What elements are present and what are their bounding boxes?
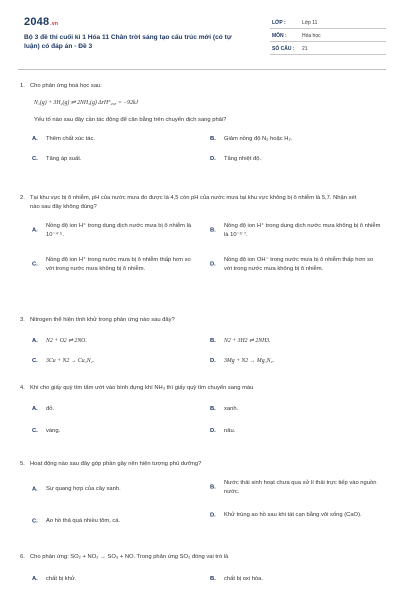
option-c[interactable] [32, 155, 207, 164]
option-letter: C. [32, 358, 38, 364]
question-stem: Nitrogen thể hiện tính khử trong phản ứng nào sau đây? [30, 317, 175, 323]
options [20, 335, 386, 371]
question-prompt: Yếu tố nào sau đây cần tác động để cân bằng trên chuyển dịch sang phải? [34, 117, 227, 123]
meta-value: Hóa học [302, 33, 321, 39]
question-1 [20, 82, 386, 171]
option-b[interactable] [210, 405, 385, 414]
option-text: Sự quang hợp của cây xanh. [46, 486, 121, 492]
site-logo[interactable] [24, 16, 58, 28]
logo-text: 2048 [24, 16, 50, 28]
question-text [20, 460, 386, 469]
meta-row-count [270, 42, 386, 55]
option-a[interactable] [32, 405, 207, 414]
header-divider [18, 69, 386, 70]
question-number: 4. [20, 385, 25, 391]
options [20, 222, 386, 306]
question-stem: Khi cho giấy quỳ tím tẩm ướt vào bình đựng khí NH₃ thì giấy quỳ tím chuyển sang màu [30, 385, 254, 391]
question-2 [20, 194, 386, 306]
meta-key: LỚP : [272, 20, 286, 26]
option-text: Giảm nồng độ N₂ hoặc H₂. [224, 136, 293, 142]
option-letter: C. [32, 518, 38, 524]
options [20, 135, 386, 171]
option-text: Nồng độ ion H⁺ trong nước mưa bị ô nhiễm thấp hơn so với trong nước mưa không bị ô nhiễm. [46, 257, 191, 272]
option-text: chất bị oxi hóa. [224, 576, 263, 582]
page-title: Bộ 3 đề thi cuối kì 1 Hóa 11 Chân trời sáng tạo cấu trúc mới (có tự luận) có đáp án - Đề 3 [24, 34, 232, 50]
option-d[interactable] [210, 155, 385, 164]
option-a[interactable] [32, 222, 200, 240]
option-d[interactable] [210, 256, 382, 274]
option-b[interactable] [210, 337, 385, 346]
option-letter: A. [32, 576, 38, 582]
option-letter: B. [210, 227, 216, 234]
option-c[interactable] [32, 427, 207, 436]
option-letter: B. [210, 136, 216, 142]
option-d[interactable] [210, 357, 385, 366]
meta-table [270, 16, 386, 55]
question-text [20, 316, 386, 325]
option-b[interactable] [210, 479, 382, 497]
option-d[interactable] [210, 427, 385, 436]
options [20, 575, 386, 589]
option-letter: D. [210, 428, 216, 434]
question-number: 2. [20, 195, 25, 201]
option-letter: A. [32, 406, 38, 412]
option-c[interactable] [32, 357, 207, 366]
option-letter: D. [210, 358, 216, 364]
option-a[interactable] [32, 337, 207, 346]
logo-suffix: .vn [50, 21, 59, 27]
question-number: 3. [20, 317, 25, 323]
option-text: Tăng áp suất. [46, 156, 82, 162]
option-d[interactable] [210, 511, 382, 520]
meta-value: Lớp 11 [302, 20, 318, 26]
option-text: xanh. [224, 406, 239, 412]
meta-value: 21 [302, 46, 308, 52]
option-b[interactable] [210, 135, 385, 144]
option-a[interactable] [32, 575, 207, 584]
option-letter: A. [32, 136, 38, 142]
question-number: 5. [20, 461, 25, 467]
option-a[interactable] [32, 485, 200, 494]
option-text: N2 + O2 ⇌ 2NO. [46, 338, 87, 344]
option-letter: B. [210, 406, 216, 412]
option-letter: C. [32, 261, 38, 268]
question-6 [20, 553, 386, 589]
option-text: chất bị khử. [46, 576, 77, 582]
meta-row-subject [270, 29, 386, 42]
option-text: Thêm chất xúc tác. [46, 136, 95, 142]
equation-text: N₂(g) + 3H₂(g) ⇌ 2NH₃(g) ΔrH°₂₉₈ = −92kJ [34, 100, 139, 106]
option-letter: C. [32, 156, 38, 162]
option-text: Nồng độ ion H⁺ trong dung dịch nước mưa bị ô nhiễm là 10⁻⁴˙⁵. [46, 223, 192, 238]
option-letter: B. [210, 484, 216, 491]
option-text: 3Mg + N2 → Mg₃N₂. [224, 358, 274, 364]
meta-key: SỐ CÂU : [272, 46, 295, 52]
option-letter: A. [32, 486, 38, 492]
option-letter: D. [210, 261, 216, 268]
question-stem: Cho phản ứng: SO₂ + NO₂ → SO₃ + NO. Trong phản ứng SO₂ đóng vai trò là [30, 554, 229, 560]
options [20, 405, 386, 441]
question-stem: Hoạt động nào sau đây góp phần gây nên hiện tượng phú dưỡng? [30, 461, 202, 467]
option-text: đỏ. [46, 406, 55, 412]
meta-key: MÔN : [272, 33, 287, 39]
option-text: Nước thải sinh hoạt chưa qua xử lí thải trực tiếp vào nguồn nước. [224, 480, 377, 495]
option-b[interactable] [210, 575, 385, 584]
option-letter: A. [32, 338, 38, 344]
option-text: Nồng độ ion OH⁻ trong nước mưa bị ô nhiễm thấp hơn so với trong nước mưa không bị ô nhiễm. [224, 257, 374, 272]
document-header [18, 10, 386, 64]
option-letter: D. [210, 156, 216, 162]
question-3 [20, 316, 386, 371]
option-letter: D. [210, 512, 216, 518]
question-text [20, 194, 360, 212]
question-number: 1. [20, 83, 25, 89]
option-text: Nồng độ ion H⁺ trong dung dịch nước mưa không bị ô nhiễm là 10⁻⁵˙⁷. [224, 223, 381, 238]
question-text [20, 82, 386, 91]
option-text: nâu. [224, 428, 236, 434]
question-stem: Tại khu vực bị ô nhiễm, pH của nước mưa đo được là 4,5 còn pH của nước mưa tại khu vực không bị ô nhiễm là 5,7. Nhận xét nào sau đây không đúng? [30, 195, 357, 210]
meta-row-class [270, 16, 386, 29]
option-c[interactable] [32, 517, 200, 526]
reaction-equation [20, 99, 386, 108]
question-text [20, 384, 386, 393]
question-text [20, 553, 386, 562]
option-b[interactable] [210, 222, 382, 240]
options [20, 479, 386, 539]
option-letter: B. [210, 576, 216, 582]
question-number: 6. [20, 554, 25, 560]
option-text: vàng. [46, 428, 61, 434]
option-letter: C. [32, 428, 38, 434]
option-a[interactable] [32, 135, 207, 144]
option-text: Khử trùng ao hồ sau khi tát cạn bằng vôi sống (CaO). [224, 512, 362, 518]
question-5 [20, 460, 386, 539]
option-text: Tăng nhiệt độ. [224, 156, 262, 162]
question-4 [20, 384, 386, 441]
question-stem: Cho phản ứng hoá học sau: [30, 83, 102, 89]
option-text: N2 + 3H2 ⇌ 2NH3. [224, 338, 271, 344]
option-letter: A. [32, 227, 38, 234]
option-text: 3Cu + N2 → Cu₃N₂. [46, 358, 95, 364]
option-letter: B. [210, 338, 216, 344]
option-text: Ao hồ thả quá nhiều tôm, cá. [46, 518, 121, 524]
option-c[interactable] [32, 256, 200, 274]
